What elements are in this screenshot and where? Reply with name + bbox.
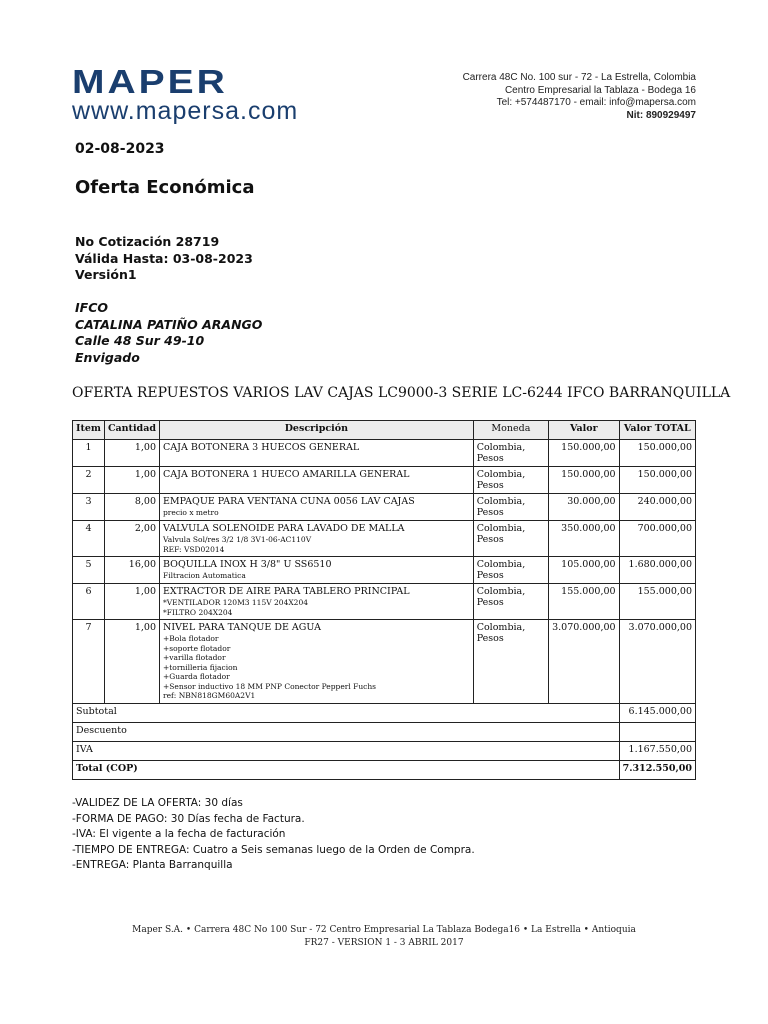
item-description-detail: *VENTILADOR 120M3 115V 204X204 *FILTRO 204X204 xyxy=(163,598,308,617)
item-unit-value: 350.000,00 xyxy=(549,521,619,557)
item-total-value: 155.000,00 xyxy=(619,584,695,620)
discount-value xyxy=(619,722,695,741)
company-contact-info xyxy=(463,72,696,122)
item-description xyxy=(160,521,474,557)
item-description-detail: +Bola flotador +soporte flotador +varilla flotador +tornilleria fijacion +Guarda flotador +Sensor inductivo 18 MM PNP Conector Pepperl Fuchs ref: NBN818GM60A2V1 xyxy=(163,634,377,700)
address-line-2: Centro Empresarial la Tablaza - Bodega 16 xyxy=(504,84,696,96)
item-unit-value: 155.000,00 xyxy=(549,584,619,620)
item-description-detail: precio x metro xyxy=(163,508,219,517)
offer-subject: OFERTA REPUESTOS VARIOS LAV CAJAS LC9000-3 SERIE LC-6244 IFCO BARRANQUILLA xyxy=(72,385,731,401)
item-quantity: 1,00 xyxy=(104,440,159,467)
item-total-value: 150.000,00 xyxy=(619,467,695,494)
item-description-main: NIVEL PARA TANQUE DE AGUA xyxy=(163,622,321,633)
items-table xyxy=(72,420,696,780)
table-row xyxy=(73,494,696,521)
item-description-main: VALVULA SOLENOIDE PARA LAVADO DE MALLA xyxy=(163,523,405,534)
item-unit-value: 3.070.000,00 xyxy=(549,620,619,704)
subtotal-row xyxy=(73,703,696,722)
item-quantity: 1,00 xyxy=(104,584,159,620)
table-body xyxy=(73,440,696,704)
table-row xyxy=(73,557,696,584)
logo-wordmark: MAPER xyxy=(72,64,228,101)
term-validity: -VALIDEZ DE LA OFERTA: 30 días xyxy=(72,797,243,809)
item-quantity: 2,00 xyxy=(104,521,159,557)
item-description-main: CAJA BOTONERA 1 HUECO AMARILLA GENERAL xyxy=(163,469,410,480)
item-total-value: 3.070.000,00 xyxy=(619,620,695,704)
item-description-main: EXTRACTOR DE AIRE PARA TABLERO PRINCIPAL xyxy=(163,586,410,597)
page-footer xyxy=(0,924,768,950)
client-company: IFCO xyxy=(75,300,108,315)
table-row xyxy=(73,440,696,467)
term-delivery-time: -TIEMPO DE ENTREGA: Cuatro a Seis semanas luego de la Orden de Compra. xyxy=(72,843,475,856)
iva-row xyxy=(73,741,696,760)
item-total-value: 1.680.000,00 xyxy=(619,557,695,584)
item-description-main: BOQUILLA INOX H 3/8" U SS6510 xyxy=(163,559,332,570)
item-quantity: 1,00 xyxy=(104,620,159,704)
table-header-row xyxy=(73,421,696,440)
logo-url: www.mapersa.com xyxy=(72,97,299,125)
item-description xyxy=(160,467,474,494)
term-iva: -IVA: El vigente a la fecha de facturación xyxy=(72,828,286,840)
footer-version: FR27 - VERSION 1 - 3 ABRIL 2017 xyxy=(304,938,464,948)
header-item: Item xyxy=(73,421,105,440)
item-unit-value: 150.000,00 xyxy=(549,467,619,494)
table-row xyxy=(73,467,696,494)
header-quantity: Cantidad xyxy=(104,421,159,440)
item-currency: Colombia, Pesos xyxy=(473,620,548,704)
client-contact: CATALINA PATIÑO ARANGO xyxy=(75,316,263,332)
iva-label: IVA xyxy=(73,741,620,760)
total-row xyxy=(73,760,696,779)
item-currency: Colombia, Pesos xyxy=(473,557,548,584)
client-block xyxy=(75,300,262,366)
header-total: Valor TOTAL xyxy=(619,421,695,440)
company-logo xyxy=(72,64,312,125)
address-line-1: Carrera 48C No. 100 sur - 72 - La Estrella, Colombia xyxy=(462,72,696,83)
item-number: 6 xyxy=(73,584,105,620)
term-payment: -FORMA DE PAGO: 30 Días fecha de Factura. xyxy=(72,812,305,825)
client-address: Calle 48 Sur 49-10 xyxy=(75,333,205,348)
item-unit-value: 105.000,00 xyxy=(549,557,619,584)
item-description xyxy=(160,557,474,584)
item-number: 4 xyxy=(73,521,105,557)
item-quantity: 8,00 xyxy=(104,494,159,521)
item-description-main: CAJA BOTONERA 3 HUECOS GENERAL xyxy=(163,442,360,453)
discount-label: Descuento xyxy=(73,722,620,741)
document-date: 02-08-2023 xyxy=(75,141,165,157)
term-delivery-place: -ENTREGA: Planta Barranquilla xyxy=(72,859,233,871)
item-number: 1 xyxy=(73,440,105,467)
item-unit-value: 150.000,00 xyxy=(549,440,619,467)
item-description-detail: Valvula Sol/res 3/2 1/8 3V1-06-AC110V REF: VSD02014 xyxy=(163,535,312,554)
header-description: Descripción xyxy=(160,421,474,440)
item-description-main: EMPAQUE PARA VENTANA CUNA 0056 LAV CAJAS xyxy=(163,496,415,507)
valid-until: Válida Hasta: 03-08-2023 xyxy=(75,250,253,266)
item-quantity: 16,00 xyxy=(104,557,159,584)
contact-line: Tel: +574487170 - email: info@mapersa.com xyxy=(496,97,696,108)
item-currency: Colombia, Pesos xyxy=(473,521,548,557)
item-currency: Colombia, Pesos xyxy=(473,467,548,494)
item-unit-value: 30.000,00 xyxy=(549,494,619,521)
nit-line: Nit: 890929497 xyxy=(626,109,696,121)
item-total-value: 150.000,00 xyxy=(619,440,695,467)
table-row xyxy=(73,584,696,620)
item-number: 7 xyxy=(73,620,105,704)
item-currency: Colombia, Pesos xyxy=(473,584,548,620)
quote-number: No Cotización 28719 xyxy=(75,234,220,249)
table-row xyxy=(73,620,696,704)
item-description-detail: Filtracion Automatica xyxy=(163,571,246,580)
item-quantity: 1,00 xyxy=(104,467,159,494)
quote-meta xyxy=(75,234,253,284)
item-number: 2 xyxy=(73,467,105,494)
item-description xyxy=(160,584,474,620)
client-city: Envigado xyxy=(75,349,140,365)
total-label: Total (COP) xyxy=(73,760,620,779)
item-currency: Colombia, Pesos xyxy=(473,494,548,521)
terms-list xyxy=(72,796,475,874)
item-description xyxy=(160,440,474,467)
subtotal-value: 6.145.000,00 xyxy=(619,703,695,722)
total-value: 7.312.550,00 xyxy=(619,760,695,779)
item-number: 3 xyxy=(73,494,105,521)
item-number: 5 xyxy=(73,557,105,584)
discount-row xyxy=(73,722,696,741)
footer-address: Maper S.A. • Carrera 48C No 100 Sur - 72 Centro Empresarial La Tablaza Bodega16 • La Estrella • Antioquia xyxy=(132,925,636,935)
table-row xyxy=(73,521,696,557)
header-currency: Moneda xyxy=(473,421,548,440)
item-total-value: 700.000,00 xyxy=(619,521,695,557)
version: Versión1 xyxy=(75,267,137,282)
item-currency: Colombia, Pesos xyxy=(473,440,548,467)
iva-value: 1.167.550,00 xyxy=(619,741,695,760)
document-title: Oferta Económica xyxy=(75,177,255,198)
subtotal-label: Subtotal xyxy=(73,703,620,722)
header-value: Valor xyxy=(549,421,619,440)
item-total-value: 240.000,00 xyxy=(619,494,695,521)
item-description xyxy=(160,620,474,704)
item-description xyxy=(160,494,474,521)
